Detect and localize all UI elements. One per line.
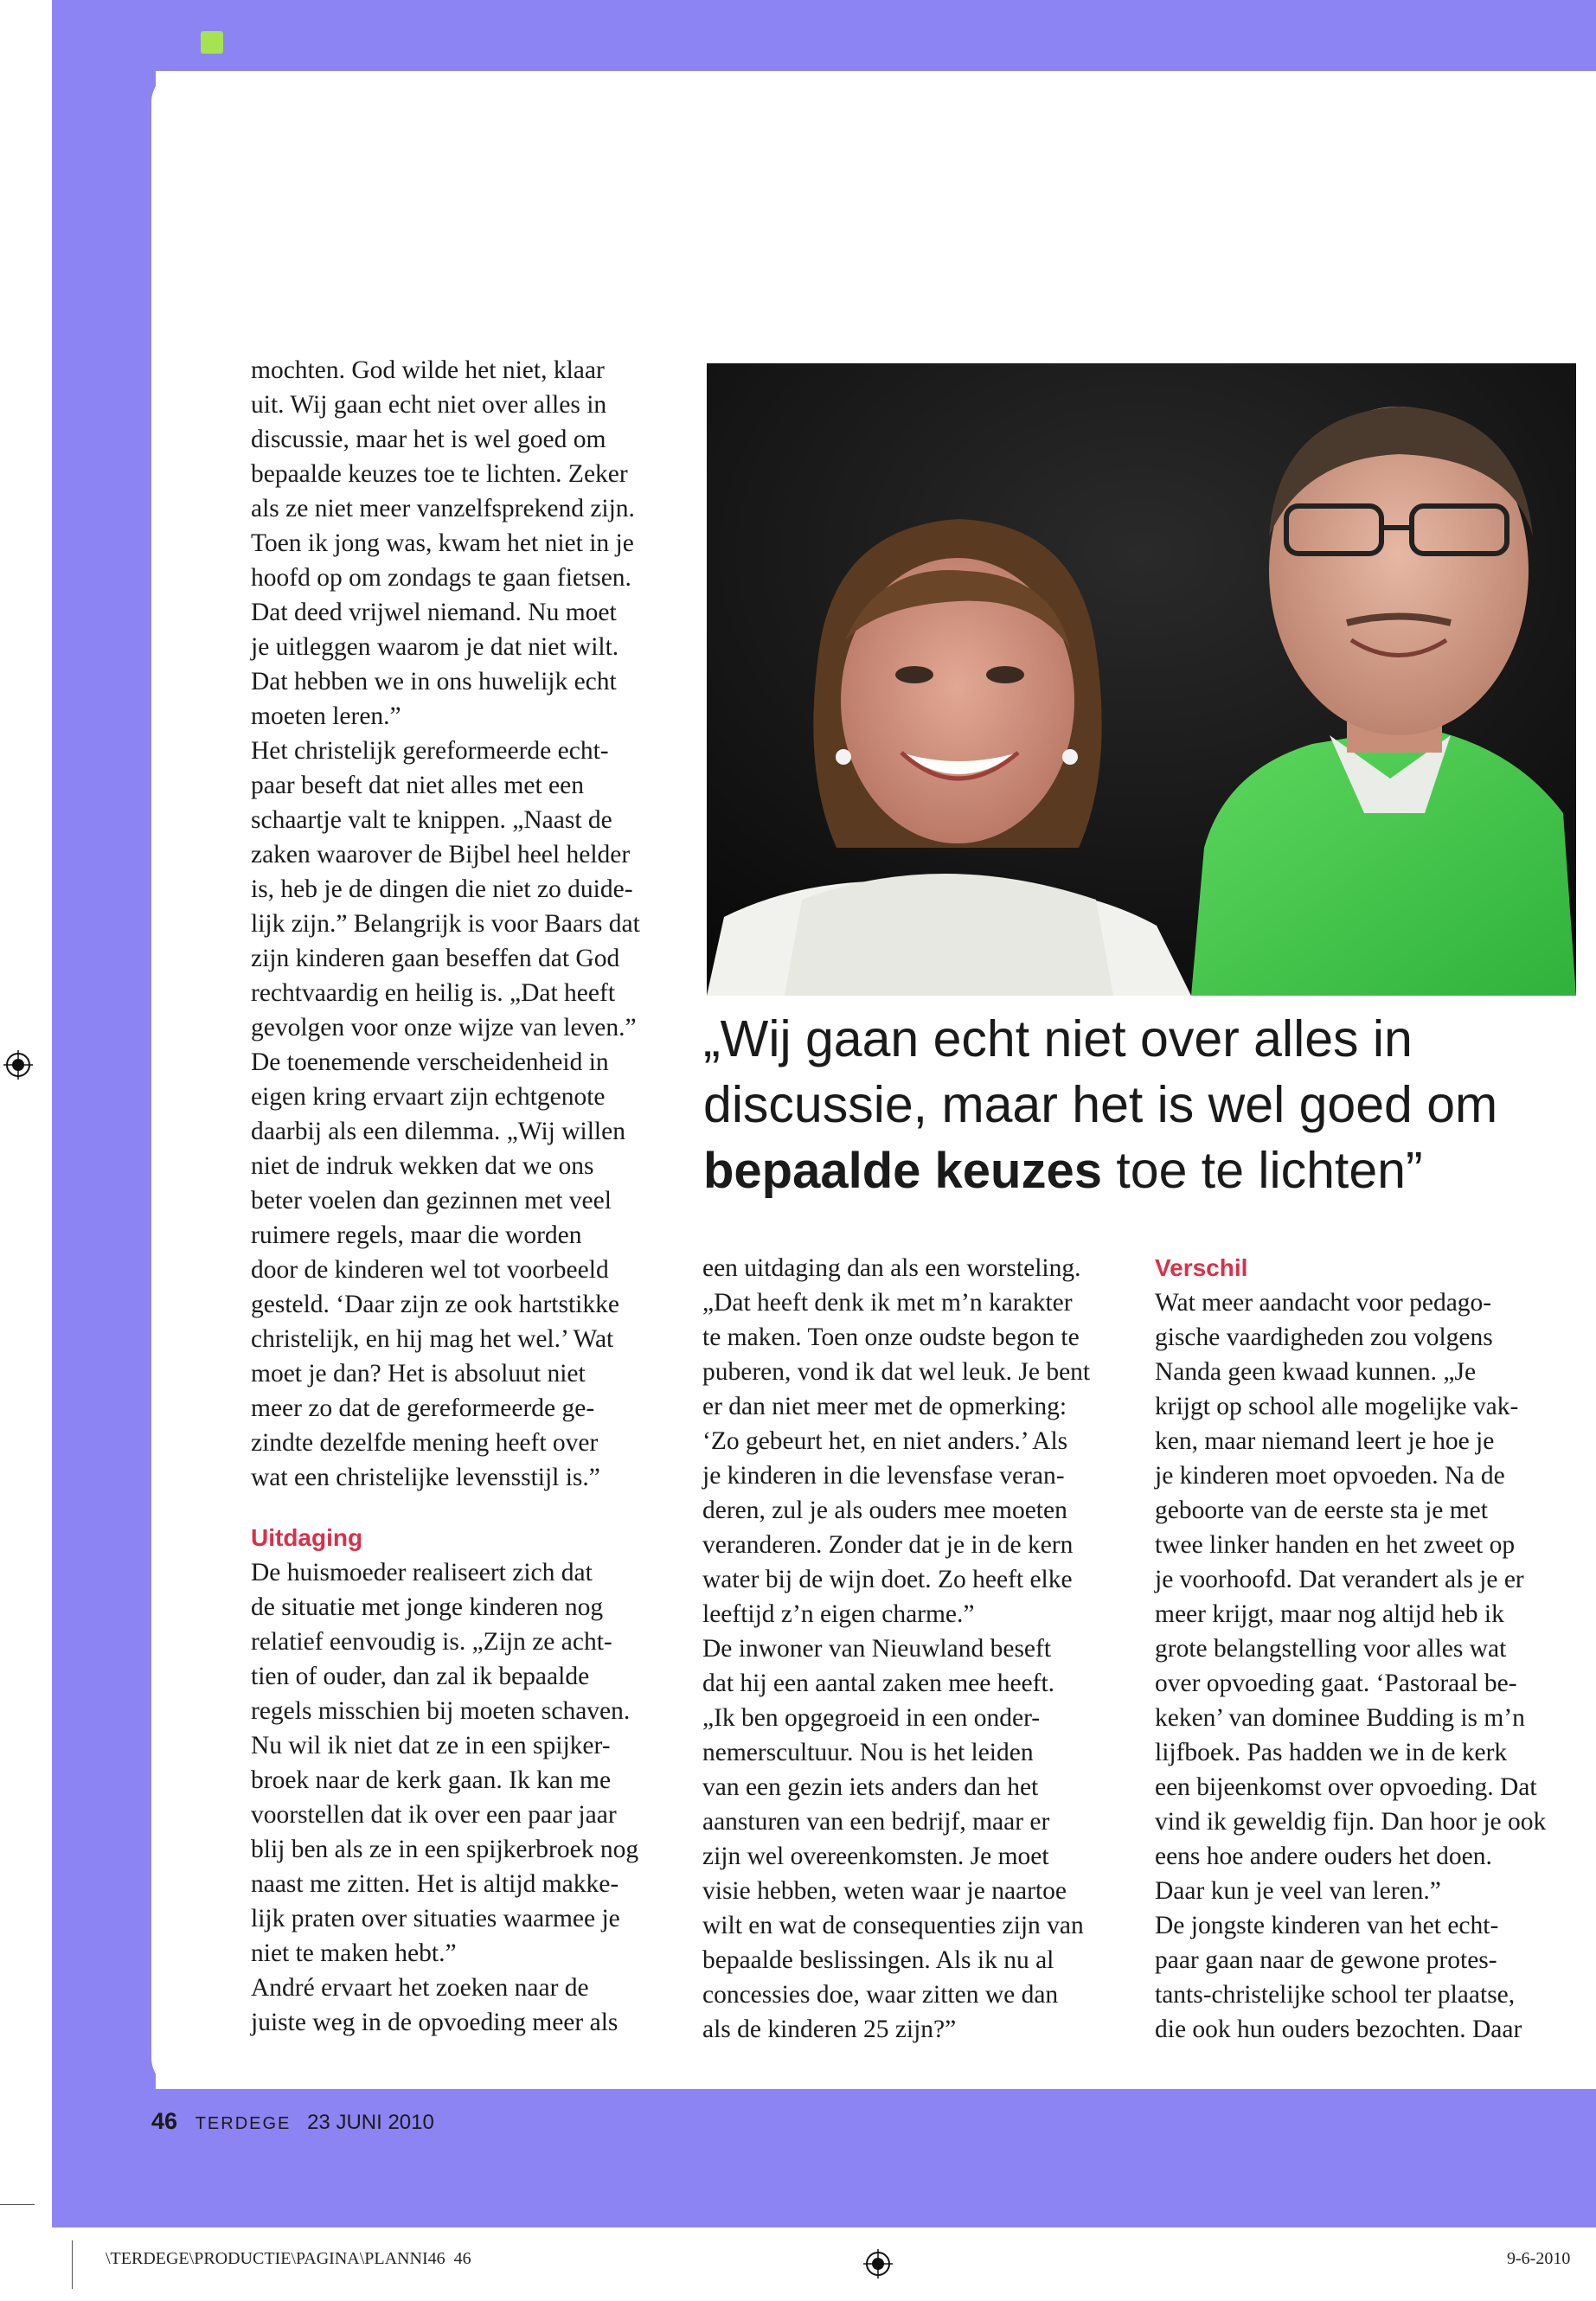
slug-page: 46 — [453, 2249, 471, 2268]
text-line: juiste weg in de opvoeding meer als — [251, 2009, 619, 2036]
couple-photo — [707, 363, 1576, 996]
text-line: De jongste kinderen van het echt- — [1155, 1912, 1499, 1939]
text-line: moeten leren.” — [251, 702, 401, 730]
article-column-2 — [702, 1251, 1090, 2047]
text-line: die ook hun ouders bezochten. Daar — [1155, 2016, 1522, 2043]
text-line: André ervaart het zoeken naar de — [251, 1974, 589, 2002]
text-line: als de kinderen 25 zijn?” — [702, 2016, 957, 2043]
text-line: beter voelen dan gezinnen met veel — [251, 1187, 612, 1215]
text-line: meer zo dat de gereformeerde ge- — [251, 1394, 595, 1422]
text-line: over opvoeding gaat. ‘Pastoraal be- — [1155, 1670, 1517, 1697]
text-line: je kinderen moet opvoeden. Na de — [1155, 1462, 1505, 1490]
text-line: een uitdaging dan als een worsteling. — [702, 1254, 1081, 1282]
text-line: regels misschien bij moeten schaven. — [251, 1697, 631, 1725]
text-line: paar beseft dat niet alles met een — [251, 772, 584, 799]
registration-mark-icon — [863, 2249, 893, 2279]
text-line: gesteld. ‘Daar zijn ze ook hartstikke — [251, 1291, 619, 1318]
text-line: zindte dezelfde mening heeft over — [251, 1429, 599, 1457]
text-line: Nu wil ik niet dat ze in een spijker- — [251, 1732, 611, 1759]
slug-path: \TERDEGE\PRODUCTIE\PAGINA\PLANNI46 — [106, 2249, 445, 2268]
text-line: eigen kring ervaart zijn echtgenote — [251, 1083, 606, 1111]
crop-mark — [0, 2204, 35, 2205]
text-line: leeftijd z’n eigen charme.” — [702, 1600, 975, 1628]
text-line: eens hoe andere ouders het doen. — [1155, 1843, 1492, 1870]
text-line: relatief eenvoudig is. „Zijn ze acht- — [251, 1628, 612, 1656]
text-line: veranderen. Zonder dat je in de kern — [702, 1531, 1074, 1559]
text-line: twee linker handen en het zweet op — [1155, 1531, 1516, 1559]
print-slug-date: 9-6-2010 — [1507, 2249, 1571, 2268]
text-line: dat hij een aantal zaken mee heeft. — [702, 1670, 1055, 1697]
text-line: uit. Wij gaan echt niet over alles in — [251, 391, 607, 419]
text-line: De toenemende verscheidenheid in — [251, 1048, 609, 1076]
text-line: puberen, vond ik dat wel leuk. Je bent — [702, 1358, 1091, 1386]
text-line: een bijeenkomst over opvoeding. Dat — [1155, 1773, 1537, 1801]
text-line: mochten. God wilde het niet, klaar — [251, 356, 605, 384]
text-line: tien of ouder, dan zal ik bepaalde — [251, 1663, 590, 1690]
text-line: aansturen van een bedrijf, maar er — [702, 1808, 1050, 1836]
text-line: zijn wel overeenkomsten. Je moet — [702, 1843, 1049, 1870]
text-line: „Dat heeft denk ik met m’n karakter — [702, 1289, 1073, 1317]
text-line: schaartje valt te knippen. „Naast de — [251, 806, 612, 834]
text-line: ‘Zo gebeurt het, en niet anders.’ Als — [702, 1427, 1068, 1455]
text-line: broek naar de kerk gaan. Ik kan me — [251, 1766, 612, 1794]
text-line: visie hebben, weten waar je naartoe — [702, 1877, 1067, 1905]
text-line: naast me zitten. Het is altijd makke- — [251, 1870, 619, 1898]
text-line: paar gaan naar de gewone protes- — [1155, 1946, 1497, 1974]
text-line: christelijk, en hij mag het wel.’ Wat — [251, 1325, 614, 1353]
pull-quote-tail: toe te lichten” — [1102, 1142, 1423, 1199]
text-line: blij ben als ze in een spijkerbroek nog — [251, 1836, 639, 1863]
subheading-uitdaging: Uitdaging — [251, 1524, 363, 1551]
section-marker — [201, 31, 223, 54]
text-line: keken’ van dominee Budding is m’n — [1155, 1704, 1525, 1732]
magazine-name: TERDEGE — [195, 2114, 292, 2133]
text-line: niet te maken hebt.” — [251, 1939, 457, 1967]
text-line: De inwoner van Nieuwland beseft — [702, 1635, 1052, 1663]
subheading-verschil: Verschil — [1155, 1254, 1248, 1281]
text-line: water bij de wijn doet. Zo heeft elke — [702, 1566, 1073, 1593]
text-line: discussie, maar het is wel goed om — [251, 426, 606, 453]
text-line: meer krijgt, maar nog altijd heb ik — [1155, 1600, 1504, 1628]
registration-mark-icon — [3, 1050, 33, 1080]
text-line: door de kinderen wel tot voorbeeld — [251, 1256, 609, 1284]
text-line: is, heb je de dingen die niet zo duide- — [251, 875, 633, 903]
text-line: rechtvaardig en heilig is. „Dat heeft — [251, 979, 616, 1007]
text-line: te maken. Toen onze oudste begon te — [702, 1324, 1080, 1351]
text-line: moet je dan? Het is absoluut niet — [251, 1360, 586, 1388]
text-line: Toen ik jong was, kwam het niet in je — [251, 529, 634, 557]
text-line: je uitleggen waarom je dat niet wilt. — [251, 633, 619, 661]
text-line: Dat hebben we in ons huwelijk echt — [251, 668, 617, 695]
text-line: bepaalde beslissingen. Als ik nu al — [702, 1946, 1054, 1974]
text-line: „Ik ben opgegroeid in een onder- — [702, 1704, 1041, 1732]
text-line: krijgt op school alle mogelijke vak- — [1155, 1393, 1519, 1420]
text-line: wat een christelijke levensstijl is.” — [251, 1464, 600, 1491]
text-line: zijn kinderen gaan beseffen dat God — [251, 945, 620, 972]
text-line: van een gezin iets anders dan het — [702, 1773, 1039, 1801]
text-line: bepaalde keuzes toe te lichten. Zeker — [251, 460, 628, 488]
text-line: tants-christelijke school ter plaatse, — [1155, 1981, 1516, 2009]
text-line: je voorhoofd. Dat verandert als je er — [1155, 1566, 1524, 1593]
text-line: lijk praten over situaties waarmee je — [251, 1905, 620, 1932]
text-line: zaken waarover de Bijbel heel helder — [251, 841, 631, 868]
text-line: gevolgen voor onze wijze van leven.” — [251, 1014, 637, 1042]
text-line: grote belangstelling voor alles wat — [1155, 1635, 1507, 1663]
text-line: nemerscultuur. Nou is het leiden — [702, 1739, 1034, 1766]
frame-left-band — [52, 0, 156, 2093]
text-line: als ze niet meer vanzelfsprekend zijn. — [251, 495, 635, 522]
text-line: de situatie met jonge kinderen nog — [251, 1593, 604, 1621]
pull-quote-emphasis: bepaalde keuzes — [703, 1143, 1102, 1199]
page-number: 46 — [151, 2108, 178, 2134]
text-line: je kinderen in die levensfase veran- — [702, 1462, 1065, 1490]
text-line: deren, zul je als ouders mee moeten — [702, 1497, 1067, 1524]
text-line: lijk zijn.” Belangrijk is voor Baars dat — [251, 910, 640, 938]
text-line: hoofd op om zondags te gaan fietsen. — [251, 564, 631, 592]
page-folio — [151, 2108, 434, 2135]
text-line: daarbij als een dilemma. „Wij willen — [251, 1118, 625, 1145]
text-line: gische vaardigheden zou volgens — [1155, 1324, 1493, 1351]
article-column-3 — [1155, 1251, 1546, 2047]
text-line: lijfboek. Pas hadden we in de kerk — [1155, 1739, 1508, 1766]
print-slug-path — [106, 2249, 471, 2269]
text-line: ken, maar niemand leert je hoe je — [1155, 1427, 1495, 1455]
text-line: Wat meer aandacht voor pedago- — [1155, 1289, 1492, 1317]
text-line: er dan niet meer met de opmerking: — [702, 1393, 1067, 1420]
text-line: niet de indruk wekken dat we ons — [251, 1152, 594, 1180]
pull-quote-line: „Wij gaan echt niet over alles in — [703, 1010, 1413, 1067]
text-line: geboorte van de eerste sta je met — [1155, 1497, 1488, 1524]
text-line: vind ik geweldig fijn. Dan hoor je ook — [1155, 1808, 1547, 1836]
frame-top-band — [52, 0, 1596, 71]
text-line: wilt en wat de consequenties zijn van — [702, 1912, 1084, 1939]
text-line: De huismoeder realiseert zich dat — [251, 1559, 593, 1586]
pull-quote — [703, 1006, 1497, 1203]
text-line: voorstellen dat ik over een paar jaar — [251, 1801, 617, 1829]
text-line: ruimere regels, maar die worden — [251, 1221, 582, 1249]
pull-quote-line: discussie, maar het is wel goed om — [703, 1076, 1498, 1133]
text-line: Daar kun je veel van leren.” — [1155, 1877, 1441, 1905]
text-line: Dat deed vrijwel niemand. Nu moet — [251, 599, 617, 626]
text-line: concessies doe, waar zitten we dan — [702, 1981, 1059, 2009]
text-line: Het christelijk gereformeerde echt- — [251, 737, 609, 765]
article-column-1 — [251, 353, 640, 2040]
issue-date: 23 JUNI 2010 — [307, 2111, 434, 2134]
crop-mark — [72, 2240, 73, 2289]
text-line: Nanda geen kwaad kunnen. „Je — [1155, 1358, 1477, 1386]
